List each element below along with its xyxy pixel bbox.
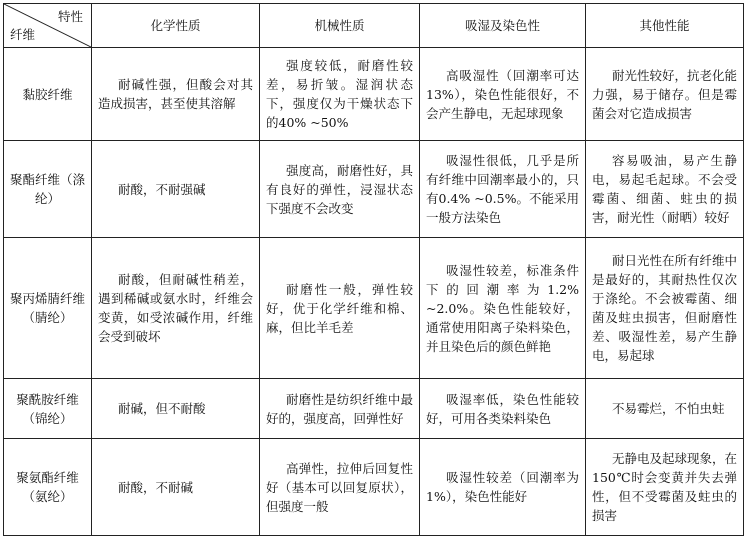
table-row — [4, 379, 744, 439]
absorption-cell: 吸湿性很低，几乎是所有纤维中回潮率最小的，只有0.4% ~0.5%。不能采用一般方法染色 — [420, 141, 586, 238]
fiber-name: 聚氨酯纤维（氨纶） — [4, 439, 92, 536]
chemical-cell: 耐酸，但耐碱性稍差，遇到稀碱或氨水时，纤维会变黄，如受浓碱作用，纤维会受到破坏 — [92, 238, 260, 379]
chemical-cell: 耐碱，但不耐酸 — [92, 379, 260, 439]
table-row — [4, 439, 744, 536]
header-row — [4, 4, 744, 48]
corner-label-property: 特性 — [57, 9, 83, 24]
absorption-cell: 吸湿性较差（回潮率为1%），染色性能好 — [420, 439, 586, 536]
mechanical-cell: 强度高，耐磨性好，具有良好的弹性，浸湿状态下强度不会改变 — [260, 141, 420, 238]
mechanical-cell: 耐磨性是纺织纤维中最好的，强度高，回弹性好 — [260, 379, 420, 439]
header-mechanical: 机械性质 — [260, 4, 420, 48]
fiber-properties-table — [3, 3, 744, 536]
chemical-cell: 耐碱性强，但酸会对其造成损害，甚至使其溶解 — [92, 48, 260, 141]
fiber-name: 黏胶纤维 — [4, 48, 92, 141]
header-absorption-dyeing: 吸湿及染色性 — [420, 4, 586, 48]
chemical-cell: 耐酸，不耐碱 — [92, 439, 260, 536]
absorption-cell: 高吸湿性（回潮率可达13%），染色性能很好，不会产生静电，无起球现象 — [420, 48, 586, 141]
header-other: 其他性能 — [586, 4, 744, 48]
other-cell: 耐光性较好，抗老化能力强，易于储存。但是霉菌会对它造成损害 — [586, 48, 744, 141]
other-cell: 无静电及起球现象，在150℃时会变黄并失去弹性，但不受霉菌及蛀虫的损害 — [586, 439, 744, 536]
fiber-name: 聚酯纤维（涤纶） — [4, 141, 92, 238]
other-cell: 耐日光性在所有纤维中是最好的，其耐热性仅次于涤纶。不会被霉菌、细菌及蛀虫损害，但耐磨性差、吸湿性差，易产生静电，易起球 — [586, 238, 744, 379]
header-chemical: 化学性质 — [92, 4, 260, 48]
chemical-cell: 耐酸，不耐强碱 — [92, 141, 260, 238]
corner-label-fiber: 纤维 — [10, 27, 36, 42]
corner-header-cell — [4, 4, 92, 48]
mechanical-cell: 强度较低，耐磨性较差，易折皱。湿润状态下，强度仅为干燥状态下的40% ~50% — [260, 48, 420, 141]
absorption-cell: 吸湿性较差，标准条件下的回潮率为1.2% ~2.0%。染色性能较好，通常使用阳离子染料染色，并且染色后的颜色鲜艳 — [420, 238, 586, 379]
fiber-name: 聚丙烯腈纤维（腈纶） — [4, 238, 92, 379]
table-row — [4, 238, 744, 379]
table-row — [4, 141, 744, 238]
table-header — [4, 4, 744, 48]
table-row — [4, 48, 744, 141]
mechanical-cell: 高弹性，拉伸后回复性好（基本可以回复原状），但强度一般 — [260, 439, 420, 536]
other-cell: 不易霉烂，不怕虫蛀 — [586, 379, 744, 439]
other-cell: 容易吸油，易产生静电，易起毛起球。不会受霉菌、细菌、蛀虫的损害，耐光性（耐晒）较好 — [586, 141, 744, 238]
absorption-cell: 吸湿率低，染色性能较好，可用各类染料染色 — [420, 379, 586, 439]
table-body — [4, 48, 744, 536]
fiber-name: 聚酰胺纤维（锦纶） — [4, 379, 92, 439]
mechanical-cell: 耐磨性一般，弹性较好，优于化学纤维和棉、麻，但比羊毛差 — [260, 238, 420, 379]
